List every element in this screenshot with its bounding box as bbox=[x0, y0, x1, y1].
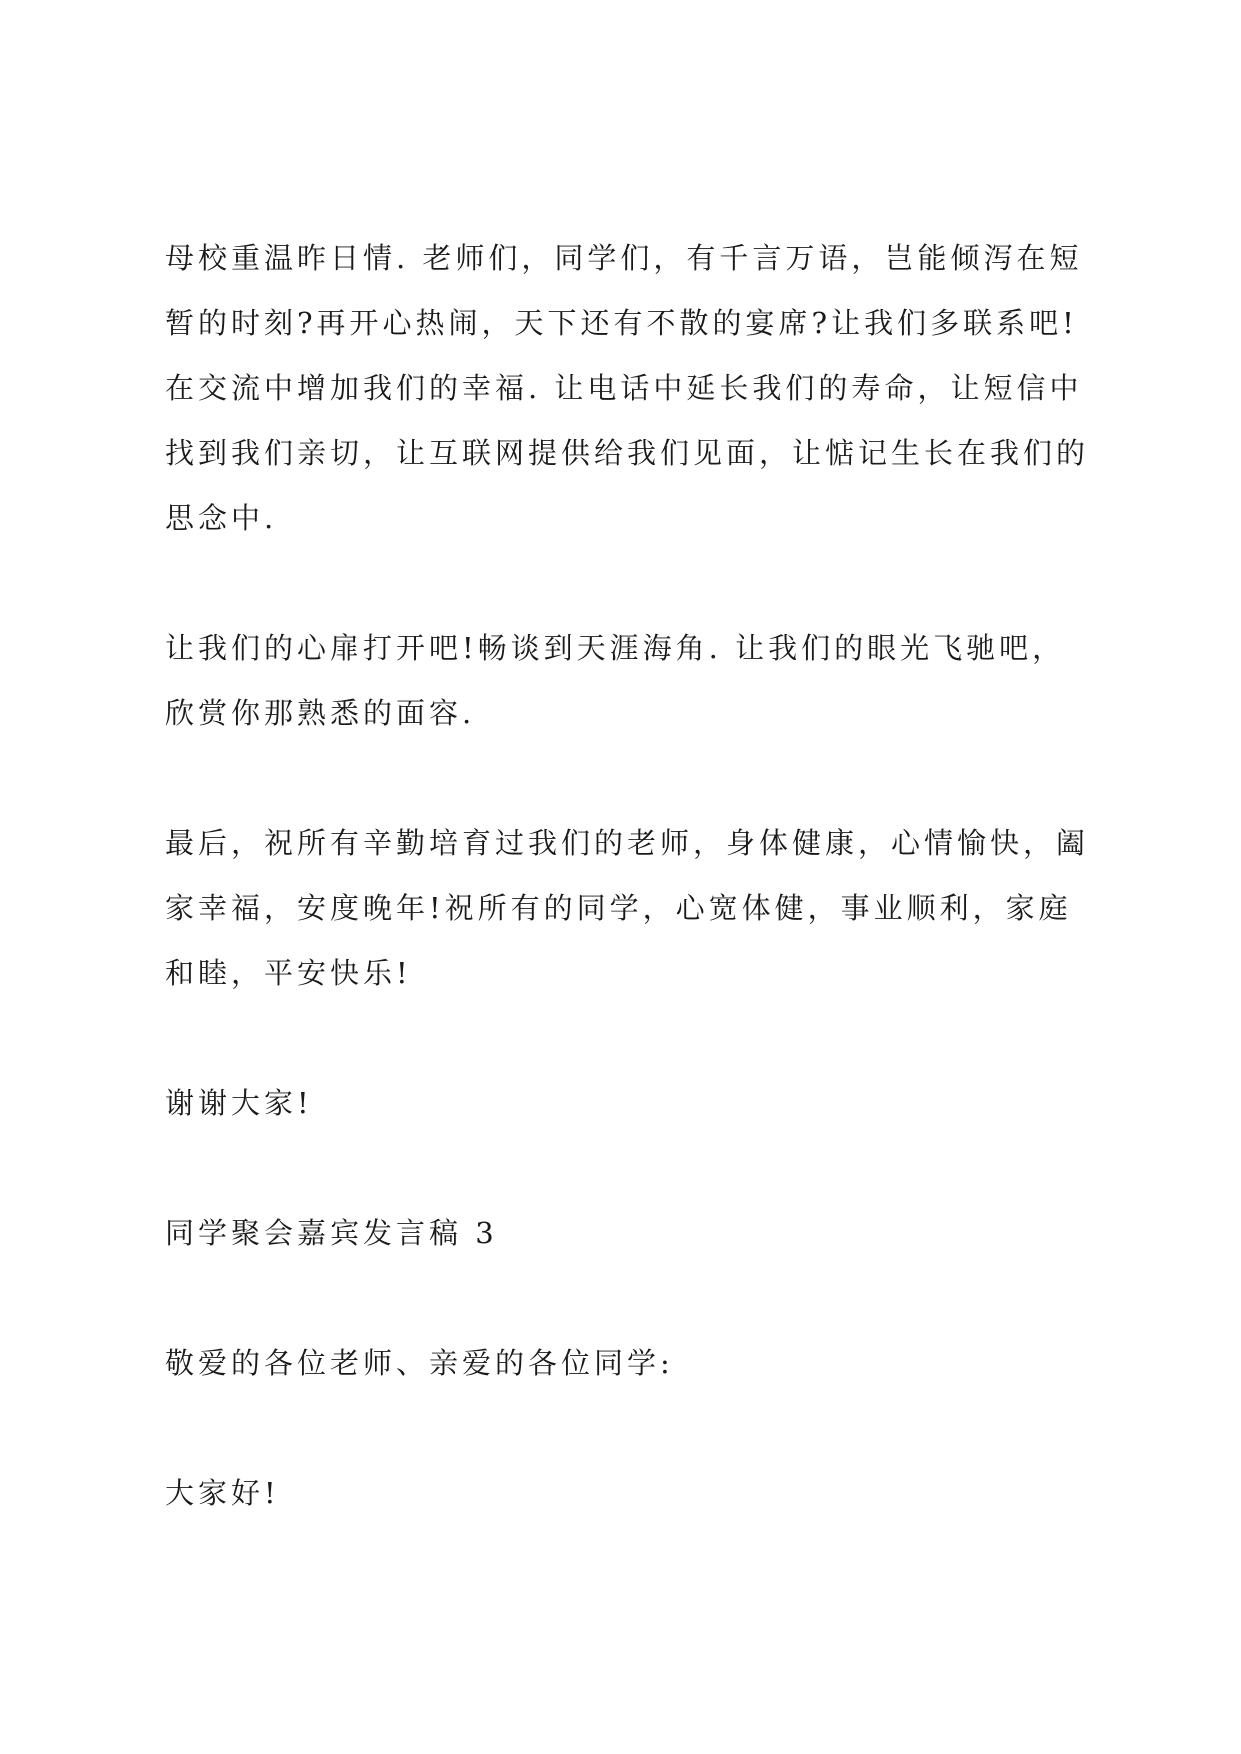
paragraph-gap bbox=[165, 1266, 1095, 1331]
paragraph-gap bbox=[165, 1136, 1095, 1201]
text-line: 在交流中增加我们的幸福. 让电话中延长我们的寿命，让短信中 bbox=[165, 371, 1083, 405]
text-line: 大家好! bbox=[165, 1476, 280, 1510]
text-line: 谢谢大家! bbox=[165, 1086, 313, 1120]
heading-text: 同学聚会嘉宾发言稿 3 bbox=[165, 1216, 498, 1250]
section-heading bbox=[165, 1201, 1095, 1266]
text-line: 欣赏你那熟悉的面容. bbox=[165, 696, 476, 730]
document-body bbox=[165, 226, 1095, 1526]
text-line: 让我们的心扉打开吧!畅谈到天涯海角. 让我们的眼光飞驰吧， bbox=[165, 631, 1066, 665]
paragraph-gap bbox=[165, 1006, 1095, 1071]
paragraph-gap bbox=[165, 746, 1095, 811]
paragraph-gap bbox=[165, 1396, 1095, 1461]
text-line: 找到我们亲切，让互联网提供给我们见面，让惦记生长在我们的 bbox=[165, 436, 1090, 470]
paragraph-thanks bbox=[165, 1071, 1095, 1136]
text-line: 母校重温昨日情. 老师们，同学们，有千言万语，岂能倾泻在短 bbox=[165, 241, 1083, 275]
text-line: 思念中. bbox=[165, 501, 278, 535]
paragraph-reunion bbox=[165, 226, 1095, 551]
text-line: 暂的时刻?再开心热闹，天下还有不散的宴席?让我们多联系吧! bbox=[165, 306, 1078, 340]
text-line: 最后，祝所有辛勤培育过我们的老师，身体健康，心情愉快，阖 bbox=[165, 826, 1090, 860]
paragraph-gap bbox=[165, 551, 1095, 616]
paragraph-wishes bbox=[165, 811, 1095, 1006]
paragraph-greeting bbox=[165, 1461, 1095, 1526]
paragraph-open-hearts bbox=[165, 616, 1095, 746]
paragraph-salutation bbox=[165, 1331, 1095, 1396]
text-line: 和睦，平安快乐! bbox=[165, 956, 412, 990]
text-line: 敬爱的各位老师、亲爱的各位同学: bbox=[165, 1346, 674, 1380]
text-line: 家幸福，安度晚年!祝所有的同学，心宽体健，事业顺利，家庭 bbox=[165, 891, 1072, 925]
